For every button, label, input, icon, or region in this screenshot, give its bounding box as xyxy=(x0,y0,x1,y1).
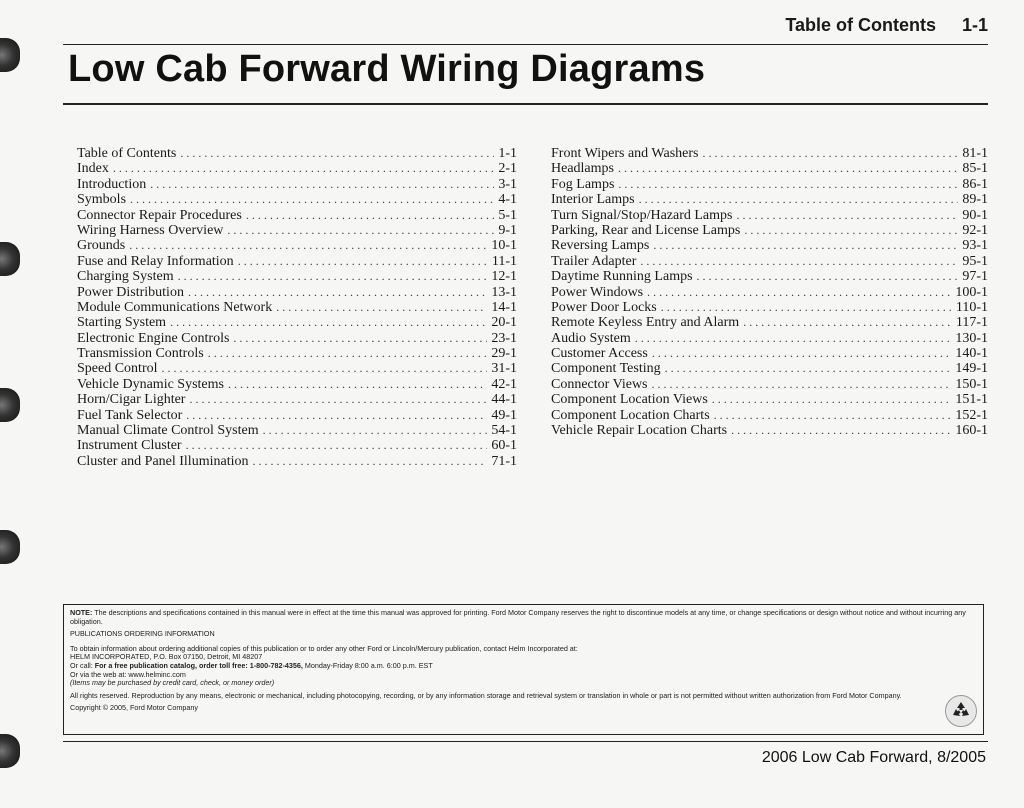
toc-entry-title: Interior Lamps xyxy=(551,192,635,208)
toc-entry-page: 29-1 xyxy=(491,346,517,362)
title-rule xyxy=(63,103,988,105)
toc-leader-dots xyxy=(697,269,959,284)
toc-leader-dots xyxy=(703,146,959,161)
toc-entry-page: 100-1 xyxy=(955,284,988,300)
toc-leader-dots xyxy=(647,285,951,300)
toc-leader-dots xyxy=(618,177,958,192)
call-line xyxy=(70,662,977,671)
call-prefix: Or call: xyxy=(70,660,93,670)
toc-entry-title: Manual Climate Control System xyxy=(77,423,259,439)
recycle-icon xyxy=(945,695,977,727)
toc-entry xyxy=(551,392,988,407)
toc-entry-page: 130-1 xyxy=(955,330,988,346)
toc-entry-page: 42-1 xyxy=(491,376,517,392)
toc-entry-title: Headlamps xyxy=(551,161,614,177)
toc-entry-title: Front Wipers and Washers xyxy=(551,146,699,161)
toc-entry xyxy=(551,208,988,223)
toc-entry xyxy=(551,161,988,176)
toc-leader-dots xyxy=(744,223,958,238)
toc-leader-dots xyxy=(640,254,958,269)
toc-entry xyxy=(551,254,988,269)
toc-entry-title: Fog Lamps xyxy=(551,176,615,192)
toc-entry-page: 60-1 xyxy=(491,438,517,454)
toc-entry xyxy=(551,315,988,330)
toc-entry-page: 5-1 xyxy=(498,207,517,223)
toc-entry-page: 151-1 xyxy=(955,392,988,408)
toc-entry-page: 10-1 xyxy=(491,238,517,254)
toc-entry xyxy=(77,161,517,176)
toc-entry xyxy=(551,146,988,161)
binder-hole xyxy=(0,38,20,72)
toc-entry-page: 81-1 xyxy=(962,146,988,161)
toc-entry-title: Daytime Running Lamps xyxy=(551,269,693,285)
toc-entry-page: 71-1 xyxy=(491,453,517,469)
toc-entry-title: Wiring Harness Overview xyxy=(77,222,224,238)
toc-entry-title: Connector Views xyxy=(551,376,648,392)
note-text: The descriptions and specifications contained in this manual were in effect at the time this manual was approved for printing. Ford Motor Company reserves the right to discontinue models at any time, or change specifications or design without notice and without incurring any obligation. xyxy=(70,608,966,626)
toc-entry-title: Speed Control xyxy=(77,361,158,377)
toc-leader-dots xyxy=(736,208,958,223)
toc-leader-dots xyxy=(208,346,488,361)
toc-entry-page: 95-1 xyxy=(962,253,988,269)
toc-leader-dots xyxy=(639,192,959,207)
web-line: Or via the web at: www.helminc.com xyxy=(70,669,186,679)
toc-entry-title: Power Windows xyxy=(551,284,644,300)
page-title: Low Cab Forward Wiring Diagrams xyxy=(68,48,706,90)
toc-entry xyxy=(77,177,517,192)
toc-entry-title: Charging System xyxy=(77,269,174,285)
toc-entry xyxy=(77,454,517,469)
toc-entry-title: Parking, Rear and License Lamps xyxy=(551,222,741,238)
toc-entry-title: Instrument Cluster xyxy=(77,438,182,454)
toc-entry-title: Connector Repair Procedures xyxy=(77,207,242,223)
toc-entry-page: 14-1 xyxy=(491,299,517,315)
toc-entry-title: Component Location Charts xyxy=(551,407,710,423)
toc-entry-page: 90-1 xyxy=(962,207,988,223)
toc-entry-page: 4-1 xyxy=(498,192,517,208)
toc-entry xyxy=(77,238,517,253)
call-hours: Monday-Friday 8:00 a.m. 6:00 p.m. EST xyxy=(304,660,433,670)
toc-leader-dots xyxy=(150,177,494,192)
toc-entry xyxy=(551,361,988,376)
toc-leader-dots xyxy=(714,408,952,423)
toc-entry-title: Component Location Views xyxy=(551,392,708,408)
toc-leader-dots xyxy=(188,285,487,300)
toc-leader-dots xyxy=(276,300,487,315)
toc-leader-dots xyxy=(129,238,487,253)
toc-leader-dots xyxy=(665,361,952,376)
header-rule xyxy=(63,44,988,45)
toc-leader-dots xyxy=(731,423,951,438)
toc-entry xyxy=(77,315,517,330)
toc-leader-dots xyxy=(186,408,487,423)
toc-leader-dots xyxy=(227,223,494,238)
toc-entry-page: 20-1 xyxy=(491,315,517,331)
toc-entry xyxy=(77,408,517,423)
toc-entry-page: 93-1 xyxy=(962,238,988,254)
toc-entry xyxy=(77,146,517,161)
toc-entry-title: Grounds xyxy=(77,238,126,254)
toc-entry-title: Starting System xyxy=(77,315,167,331)
toc-leader-dots xyxy=(238,254,488,269)
toc-leader-dots xyxy=(189,392,487,407)
toc-entry-title: Fuel Tank Selector xyxy=(77,407,183,423)
toc-entry-title: Audio System xyxy=(551,330,631,346)
binder-hole xyxy=(0,242,20,276)
toc-entry-page: 49-1 xyxy=(491,407,517,423)
toc-leader-dots xyxy=(113,161,494,176)
toc-leader-dots xyxy=(252,454,487,469)
toc-entry xyxy=(551,346,988,361)
toc-entry-page: 1-1 xyxy=(498,146,517,161)
toc-entry-page: 150-1 xyxy=(955,376,988,392)
page-number: 1-1 xyxy=(961,15,988,35)
toc-entry xyxy=(551,408,988,423)
toc-entry-title: Customer Access xyxy=(551,346,648,362)
binder-hole xyxy=(0,530,20,564)
toc-leader-dots xyxy=(712,392,952,407)
toc-entry xyxy=(551,423,988,438)
toc-entry xyxy=(77,346,517,361)
toc-entry xyxy=(77,377,517,392)
toc-leader-dots xyxy=(652,377,952,392)
toc-entry xyxy=(551,269,988,284)
toc-leader-dots xyxy=(661,300,952,315)
toc-entry xyxy=(77,223,517,238)
toc-entry-page: 11-1 xyxy=(491,253,517,269)
toc-entry-page: 54-1 xyxy=(491,423,517,439)
toc-entry-page: 110-1 xyxy=(955,299,988,315)
toc-entry xyxy=(551,238,988,253)
binder-hole xyxy=(0,734,20,768)
toc-entry-title: Cluster and Panel Illumination xyxy=(77,453,249,469)
toc-entry-page: 92-1 xyxy=(962,222,988,238)
toc-entry-title: Power Door Locks xyxy=(551,299,657,315)
toc-entry-title: Vehicle Dynamic Systems xyxy=(77,376,224,392)
toc-leader-dots xyxy=(162,361,488,376)
page-header xyxy=(785,15,988,36)
toc-leader-dots xyxy=(652,346,952,361)
toc-entry xyxy=(77,192,517,207)
toc-leader-dots xyxy=(180,146,494,161)
toc-column-right xyxy=(551,146,988,438)
note-label: NOTE: xyxy=(70,608,93,617)
toc-entry xyxy=(551,223,988,238)
obtain-text: To obtain information about ordering additional copies of this publication or to order any other Ford or Lincoln/Mercury publication, contact Helm Incorporated at: xyxy=(70,643,578,653)
toc-entry xyxy=(77,254,517,269)
toc-column-left xyxy=(77,146,517,469)
toc-entry xyxy=(77,208,517,223)
toc-leader-dots xyxy=(743,315,952,330)
rights-text: All rights reserved. Reproduction by any means, electronic or mechanical, including photocopying, recording, or by any information storage and retrieval system or translation in whole or part is not permitted without written authorization from Ford Motor Company. xyxy=(70,690,902,700)
toc-entry xyxy=(551,331,988,346)
toc-entry-page: 86-1 xyxy=(962,176,988,192)
binder-hole xyxy=(0,388,20,422)
toc-entry xyxy=(77,361,517,376)
toc-entry xyxy=(551,300,988,315)
toc-entry xyxy=(551,192,988,207)
toc-entry xyxy=(77,392,517,407)
toc-entry-page: 23-1 xyxy=(491,330,517,346)
toc-entry-page: 89-1 xyxy=(962,192,988,208)
purchase-note: (Items may be purchased by credit card, check, or money order) xyxy=(70,678,275,688)
toc-entry-page: 152-1 xyxy=(955,407,988,423)
publications-heading: PUBLICATIONS ORDERING INFORMATION xyxy=(70,629,215,639)
toc-entry-page: 160-1 xyxy=(955,423,988,439)
toc-entry-title: Vehicle Repair Location Charts xyxy=(551,423,728,439)
toc-leader-dots xyxy=(228,377,487,392)
toc-entry-page: 13-1 xyxy=(491,284,517,300)
toc-entry xyxy=(551,285,988,300)
toc-entry-title: Trailer Adapter xyxy=(551,253,637,269)
toc-entry-page: 117-1 xyxy=(955,315,988,331)
toc-entry-title: Component Testing xyxy=(551,361,661,377)
helm-address: HELM INCORPORATED, P.O. Box 07150, Detroit, MI 48207 xyxy=(70,652,263,662)
toc-entry-page: 3-1 xyxy=(498,176,517,192)
toc-entry-title: Reversing Lamps xyxy=(551,238,650,254)
toc-entry xyxy=(77,331,517,346)
toc-entry xyxy=(551,177,988,192)
toc-entry-page: 44-1 xyxy=(491,392,517,408)
toc-leader-dots xyxy=(246,208,494,223)
toc-leader-dots xyxy=(178,269,488,284)
toc-entry-page: 85-1 xyxy=(962,161,988,177)
toc-leader-dots xyxy=(186,438,488,453)
section-title: Table of Contents xyxy=(785,15,936,35)
toc-entry-page: 97-1 xyxy=(962,269,988,285)
copyright-text: Copyright © 2005, Ford Motor Company xyxy=(70,703,198,713)
toc-entry-page: 12-1 xyxy=(491,269,517,285)
toc-entry xyxy=(77,269,517,284)
toc-leader-dots xyxy=(170,315,487,330)
toc-leader-dots xyxy=(263,423,488,438)
toc-entry-title: Horn/Cigar Lighter xyxy=(77,392,186,408)
toc-entry xyxy=(77,438,517,453)
toc-entry-page: 31-1 xyxy=(491,361,517,377)
toc-entry-page: 140-1 xyxy=(955,346,988,362)
toc-leader-dots xyxy=(233,331,487,346)
toc-entry-page: 2-1 xyxy=(498,161,517,177)
footer-rule xyxy=(63,741,988,742)
toc-entry xyxy=(551,377,988,392)
toc-entry-title: Module Communications Network xyxy=(77,299,273,315)
toc-entry-title: Turn Signal/Stop/Hazard Lamps xyxy=(551,207,733,223)
call-bold: For a free publication catalog, order toll free: 1-800-782-4356, xyxy=(94,660,303,670)
toc-leader-dots xyxy=(635,331,952,346)
toc-entry-title: Transmission Controls xyxy=(77,346,204,362)
note-paragraph xyxy=(70,609,977,626)
toc-entry-title: Electronic Engine Controls xyxy=(77,330,230,346)
toc-entry-title: Remote Keyless Entry and Alarm xyxy=(551,315,740,331)
toc-entry xyxy=(77,423,517,438)
toc-entry xyxy=(77,300,517,315)
toc-entry-title: Index xyxy=(77,161,109,177)
toc-leader-dots xyxy=(653,238,958,253)
toc-entry-page: 9-1 xyxy=(498,222,517,238)
toc-entry-title: Table of Contents xyxy=(77,146,177,161)
toc-entry-title: Power Distribution xyxy=(77,284,184,300)
toc-entry xyxy=(77,285,517,300)
footer-edition: 2006 Low Cab Forward, 8/2005 xyxy=(761,749,986,766)
toc-entry-page: 149-1 xyxy=(955,361,988,377)
toc-leader-dots xyxy=(618,161,958,176)
toc-entry-title: Introduction xyxy=(77,176,147,192)
toc-leader-dots xyxy=(130,192,494,207)
toc-entry-title: Symbols xyxy=(77,192,127,208)
toc-entry-title: Fuse and Relay Information xyxy=(77,253,234,269)
notice-box xyxy=(63,604,984,735)
